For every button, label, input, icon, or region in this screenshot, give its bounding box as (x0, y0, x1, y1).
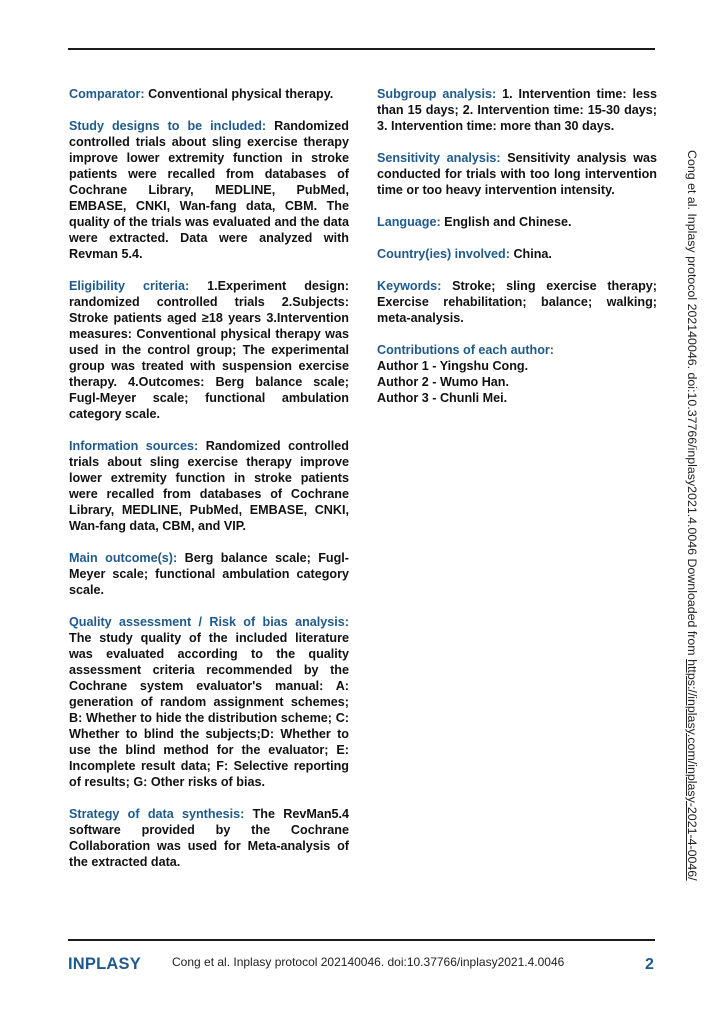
author-line: Author 1 - Yingshu Cong. (377, 359, 529, 373)
section-information-sources (69, 438, 349, 534)
section-text: The RevMan5.4 software provided by the Cochrane Collaboration was used for Meta-analysis of the extracted data. (69, 807, 350, 869)
section-text: The study quality of the included literature was evaluated according to the quality assessment criteria recommended by the Cochrane system evaluator's manual: A: generation of random assignment schemes; B: Whether to hide the distribution scheme; C: Whether to blind the subjects;D: Whether to use the blind method for the evaluator; E: Incomplete result data; F: Selective reporting of results; G: Other risks of bias. (69, 631, 349, 789)
section-eligibility-criteria (69, 278, 349, 422)
section-text: Berg balance scale; Fugl-Meyer scale; functional ambulation category scale. (69, 551, 349, 597)
section-subgroup-analysis (377, 86, 657, 134)
section-label: Strategy of data synthesis: (69, 807, 245, 821)
section-label: Eligibility criteria: (69, 279, 190, 293)
section-label: Sensitivity analysis: (377, 151, 501, 165)
footer-citation: Cong et al. Inplasy protocol 202140046. doi:10.37766/inplasy2021.4.0046 (172, 955, 565, 969)
section-quality-assessment (69, 614, 349, 790)
section-text: English and Chinese. (444, 215, 572, 229)
download-link[interactable]: https://inplasy.com/inplasy-2021-4-0046/ (685, 659, 699, 881)
section-text: Sensitivity analysis was conducted for trials with too long intervention time or too heavy intervention intensity. (377, 151, 657, 197)
side-note-text: Cong et al. Inplasy protocol 202140046. doi:10.37766/inplasy2021.4.0046 Downloaded from (685, 150, 699, 660)
section-label: Subgroup analysis: (377, 87, 497, 101)
section-label: Main outcome(s): (69, 551, 178, 565)
author-line: Author 3 - Chunli Mei. (377, 391, 508, 405)
section-keywords (377, 278, 657, 326)
section-label: Keywords: (377, 279, 442, 293)
section-text: Randomized controlled trials about sling exercise therapy improve lower extremity function in stroke patients were recalled from databases of Cochrane Library, MEDLINE, PubMed, EMBASE, CNKI, Wan-fang data, CBM, and VIP. (69, 439, 349, 533)
section-label: Information sources: (69, 439, 199, 453)
left-column (69, 86, 349, 886)
section-label: Contributions of each author: (377, 343, 555, 357)
section-label: Quality assessment / Risk of bias analysis: (69, 615, 349, 629)
section-main-outcomes (69, 550, 349, 598)
footer-brand-logo: INPLASY (68, 955, 141, 973)
section-sensitivity-analysis (377, 150, 657, 198)
author-line: Author 2 - Wumo Han. (377, 375, 509, 389)
section-label: Comparator: (69, 87, 145, 101)
section-countries (377, 246, 657, 262)
header-rule (68, 48, 655, 50)
section-label: Language: (377, 215, 441, 229)
section-text: Randomized controlled trials about sling exercise therapy improve lower extremity function in stroke patients were recalled from databases of Cochrane Library, MEDLINE, PubMed, EMBASE, CNKI, Wan-fang data, CBM. The quality of the trials was evaluated and the data were extracted. Data were analyzed with Revman 5.4. (69, 119, 349, 261)
section-text: 1.Experiment design: randomized controlled trials 2.Subjects: Stroke patients aged ≥18 years 3.Intervention measures: Conventional physical therapy was used in the control group; The experimental group was treated with suspension exercise therapy. 4.Outcomes: Berg balance scale; Fugl-Meyer scale; functional ambulation category scale. (69, 279, 349, 421)
section-data-synthesis (69, 806, 349, 870)
right-column (377, 86, 657, 422)
section-text: Conventional physical therapy. (148, 87, 334, 101)
section-text: Stroke; sling exercise therapy; Exercise rehabilitation; balance; walking; meta-analysis. (377, 279, 658, 325)
footer-rule (68, 939, 655, 941)
page-number: 2 (645, 956, 654, 973)
section-language (377, 214, 657, 230)
section-comparator (69, 86, 349, 102)
section-contributions (377, 342, 657, 406)
section-study-designs (69, 118, 349, 262)
side-download-note (685, 150, 699, 881)
section-label: Country(ies) involved: (377, 247, 510, 261)
section-text: 1. Intervention time: less than 15 days; 2. Intervention time: 15-30 days; 3. Intervention time: more than 30 days. (377, 87, 657, 133)
section-text: China. (513, 247, 552, 261)
section-label: Study designs to be included: (69, 119, 267, 133)
